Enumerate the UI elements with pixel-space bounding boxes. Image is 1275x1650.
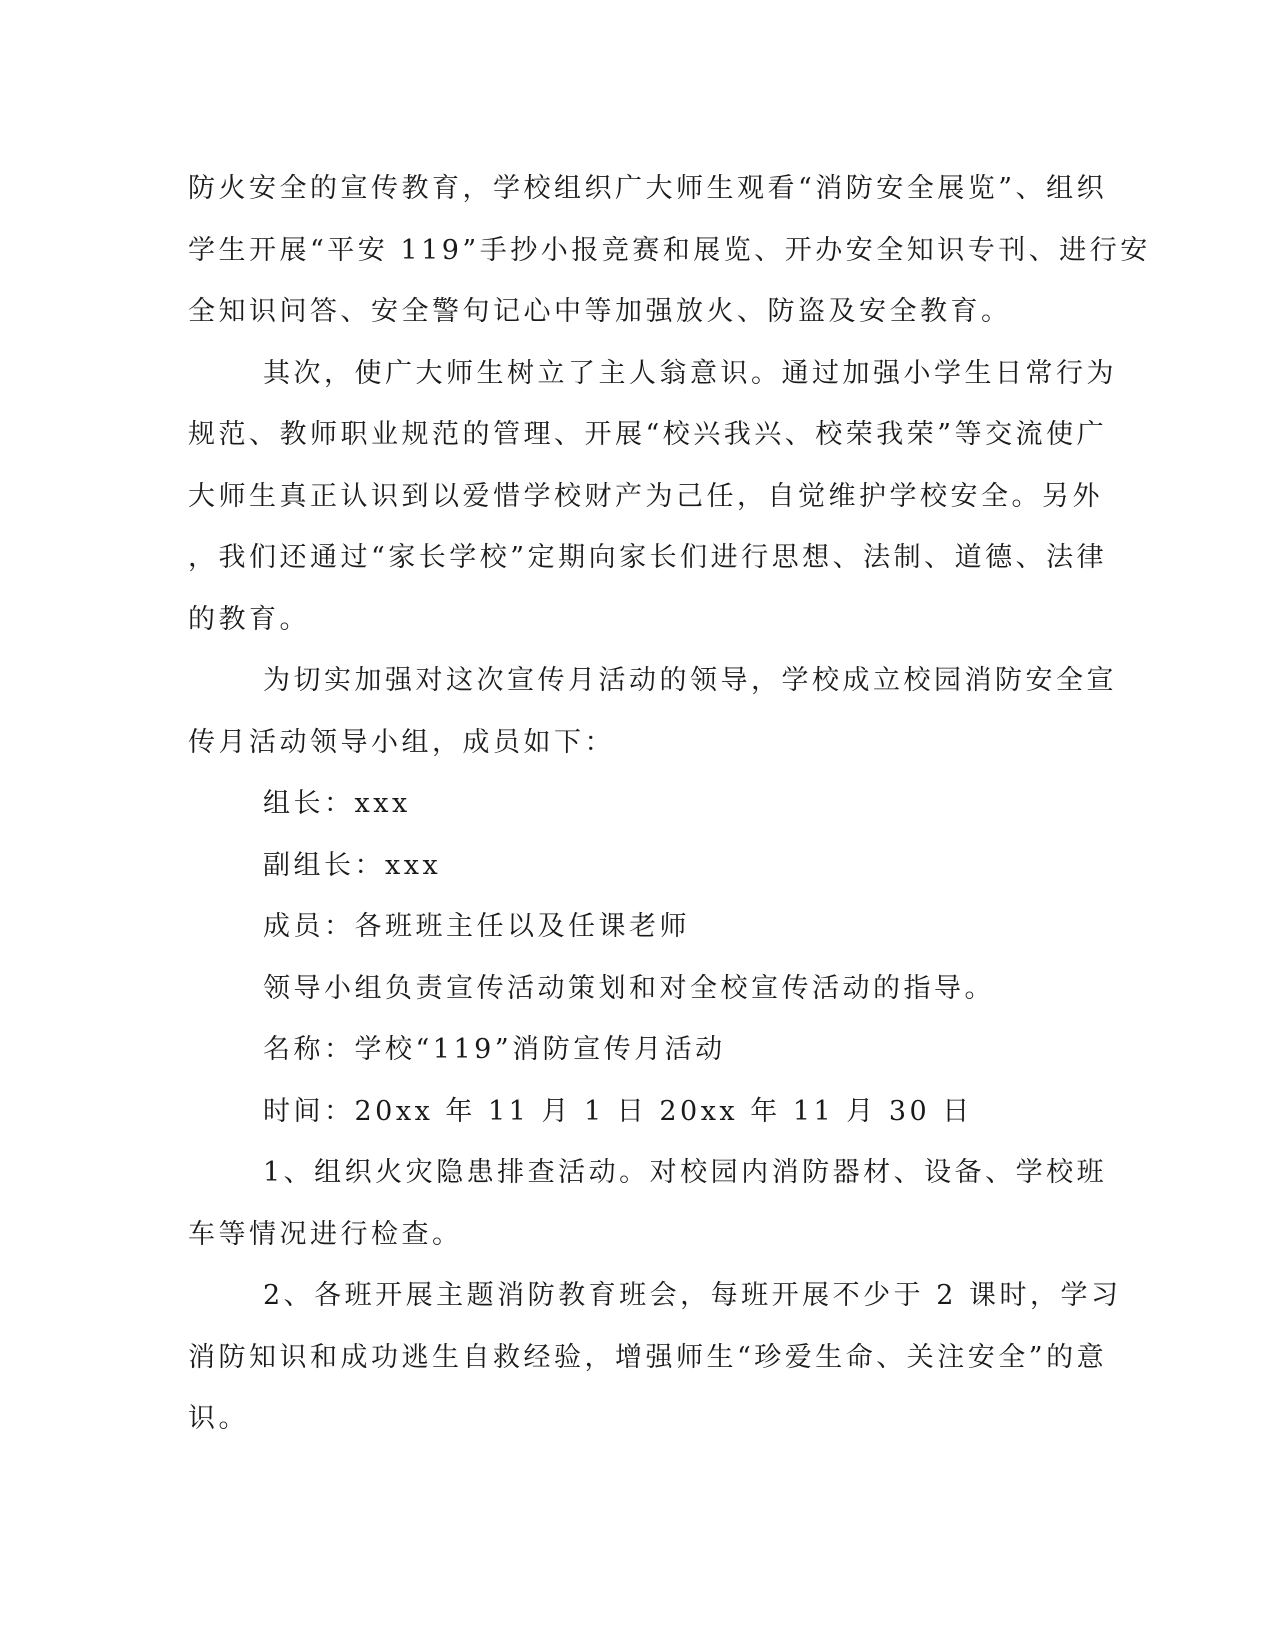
text-line: 为切实加强对这次宣传月活动的领导，学校成立校园消防安全宣 — [263, 665, 1117, 696]
text-line: 时间：20xx 年 11 月 1 日 20xx 年 11 月 30 日 — [263, 1095, 973, 1127]
text-line: 车等情况进行检查。 — [188, 1218, 463, 1250]
text-line: 1、组织火灾隐患排查活动。对校园内消防器材、设备、学校班 — [263, 1157, 1108, 1188]
text-line: 学生开展“平安 119”手抄小报竞赛和展览、开办安全知识专刊、进行安 — [188, 234, 1151, 266]
text-line: ，我们还通过“家长学校”定期向家长们进行思想、法制、道德、法律 — [188, 542, 1108, 573]
text-line: 规范、教师职业规范的管理、开展“校兴我兴、校荣我荣”等交流使广 — [188, 419, 1108, 450]
text-line: 副组长：xxx — [263, 849, 442, 881]
text-line: 消防知识和成功逃生自救经验，增强师生“珍爱生命、关注安全”的意 — [188, 1341, 1108, 1373]
text-line: 全知识问答、安全警句记心中等加强放火、防盗及安全教育。 — [188, 296, 1012, 327]
text-line: 名称：学校“119”消防宣传月活动 — [263, 1034, 726, 1065]
text-line: 传月活动领导小组，成员如下： — [188, 726, 615, 758]
text-line: 防火安全的宣传教育，学校组织广大师生观看“消防安全展览”、组织 — [188, 173, 1108, 204]
text-line: 成员：各班班主任以及任课老师 — [263, 911, 690, 942]
text-line: 领导小组负责宣传活动策划和对全校宣传活动的指导。 — [263, 972, 995, 1004]
document-body — [188, 158, 1151, 1450]
text-line: 大师生真正认识到以爱惜学校财产为己任，自觉维护学校安全。另外 — [188, 480, 1103, 512]
text-line: 的教育。 — [188, 603, 310, 635]
text-line: 识。 — [188, 1403, 249, 1434]
text-line: 2、各班开展主题消防教育班会，每班开展不少于 2 课时，学习 — [263, 1280, 1122, 1311]
text-line: 组长：xxx — [263, 788, 411, 819]
text-line: 其次，使广大师生树立了主人翁意识。通过加强小学生日常行为 — [263, 357, 1117, 389]
